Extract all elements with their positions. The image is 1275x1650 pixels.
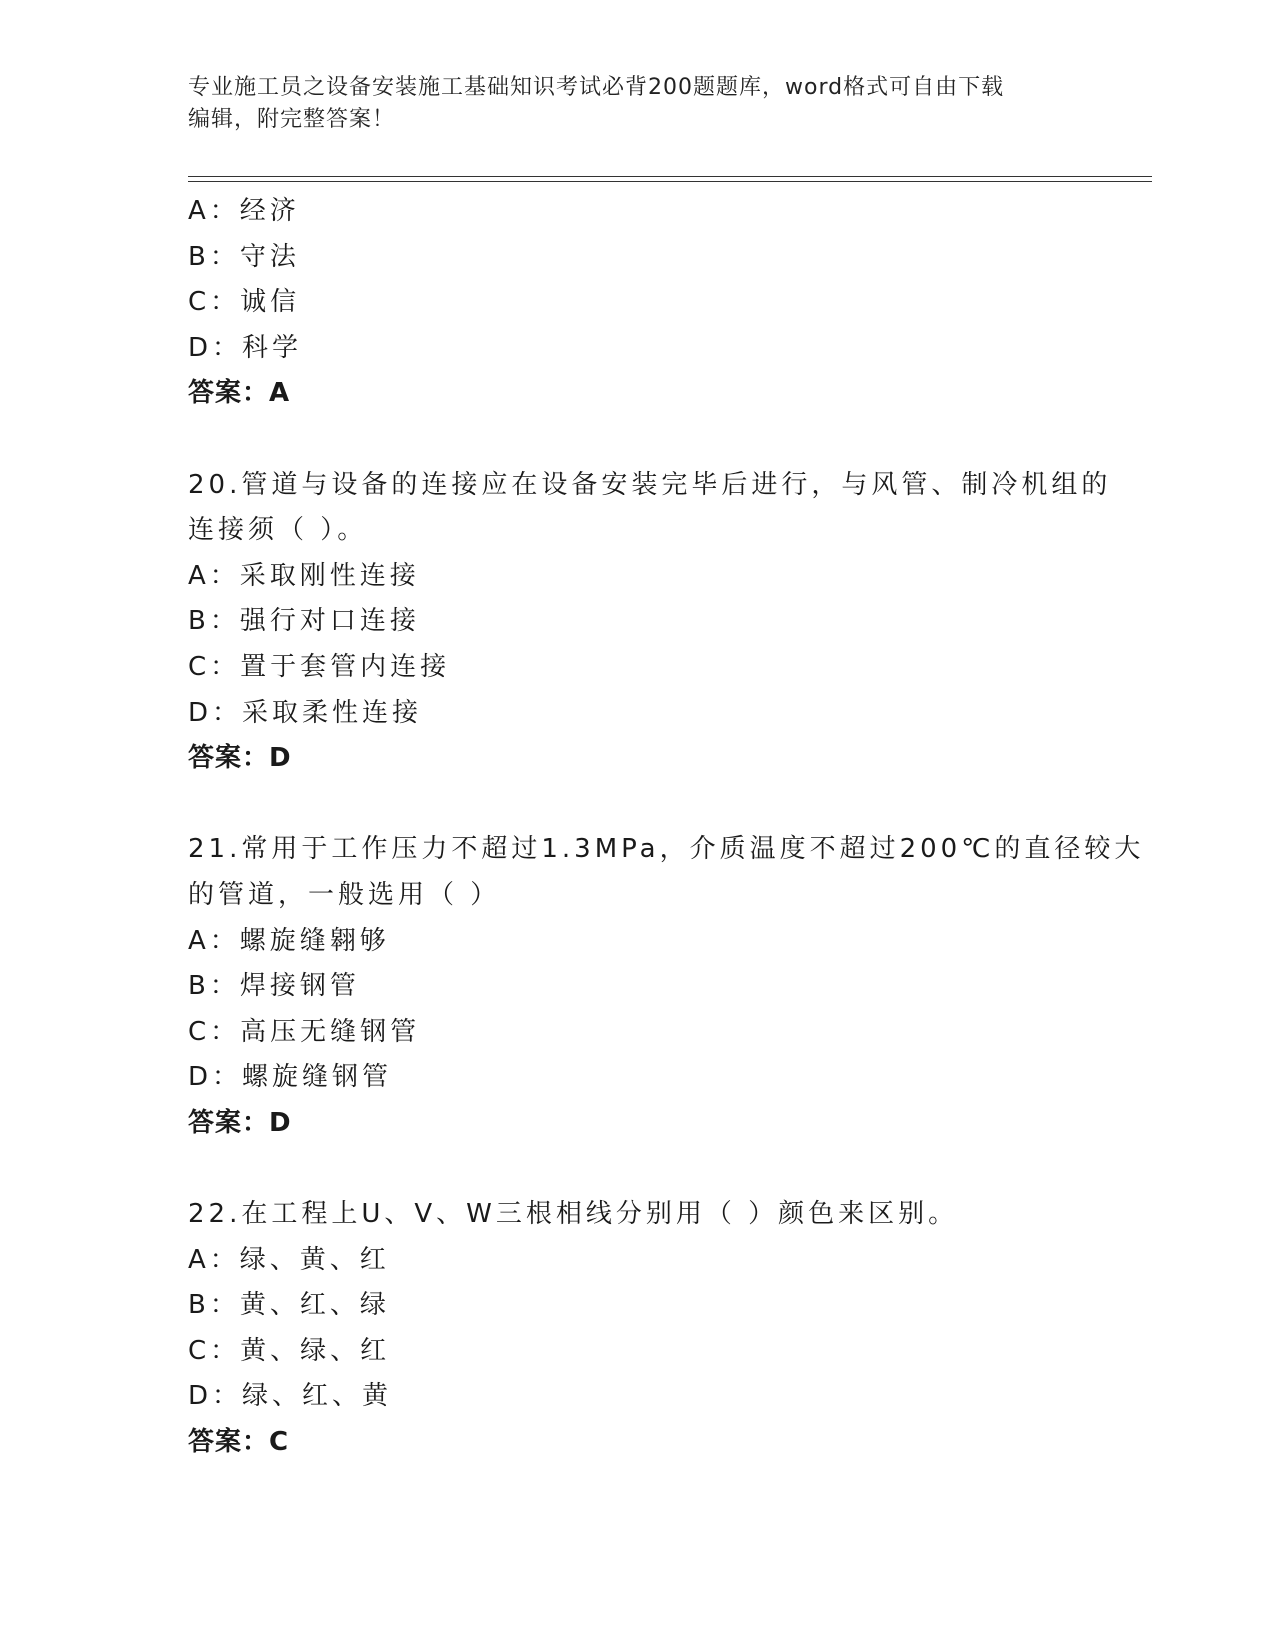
answer: 答案：D [188,1107,292,1138]
question-22 [188,1192,1088,1466]
document-header [188,72,1088,136]
answer: 答案：A [188,378,291,409]
question-list [188,189,1145,1466]
option-d: D：采取柔性连接 [188,697,423,728]
option-b: B：焊接钢管 [188,971,360,1002]
spacer [188,1146,1088,1192]
option-b: B：黄、红、绿 [188,1290,390,1321]
answer: 答案：D [188,743,292,774]
header-title-line-2: 编辑，附完整答案！ [188,107,396,132]
question-stem-line-2: 的管道，一般选用（ ） [188,879,501,910]
option-d: D：螺旋缝钢管 [188,1062,393,1093]
question-stem-line-2: 连接须（ ）。 [188,515,368,546]
option-a: A：螺旋缝翱够 [188,925,390,956]
option-d: D：绿、红、黄 [188,1381,393,1412]
question-19 [188,189,1088,417]
header-rule-top [188,176,1152,177]
option-a: A：经济 [188,196,300,226]
question-21 [188,827,1145,1146]
spacer [188,417,1088,463]
header-rule-bottom [188,181,1152,182]
question-stem-line-1: 22.在工程上U、V、W三根相线分别用（ ）颜色来区别。 [188,1199,959,1230]
answer: 答案：C [188,1427,290,1458]
question-stem-line-1: 20.管道与设备的连接应在设备安装完毕后进行，与风管、制冷机组的 [188,469,1112,500]
option-a: A：采取刚性连接 [188,560,420,591]
option-a: A：绿、黄、红 [188,1244,390,1275]
spacer [188,782,1088,828]
header-title-line-1: 专业施工员之设备安装施工基础知识考试必背200题题库，word格式可自由下载 [188,75,1005,100]
option-c: C：黄、绿、红 [188,1335,391,1366]
option-c: C：置于套管内连接 [188,651,451,682]
question-stem-line-1: 21.常用于工作压力不超过1.3MPa，介质温度不超过200℃的直径较大 [188,834,1145,865]
option-d: D：科学 [188,332,303,363]
option-c: C：高压无缝钢管 [188,1016,421,1047]
question-20 [188,463,1112,782]
option-b: B：守法 [188,241,300,272]
option-c: C：诚信 [188,287,301,318]
option-b: B：强行对口连接 [188,606,420,637]
